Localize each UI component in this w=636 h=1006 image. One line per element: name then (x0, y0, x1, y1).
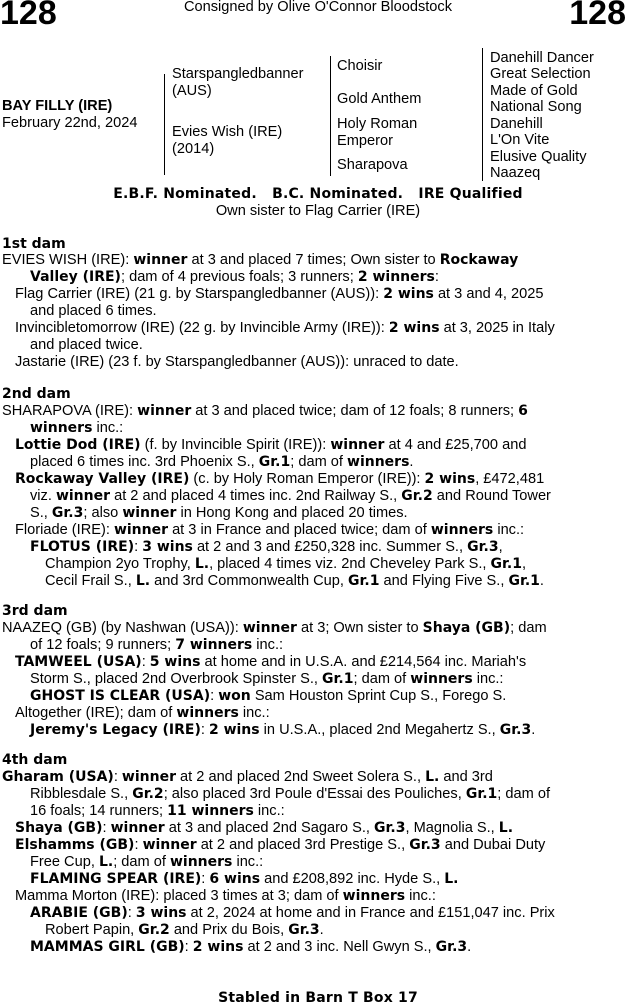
ancestor: Danehill Dancer (490, 50, 594, 66)
first-dam-text: EVIES WISH (IRE): winner at 3 and placed 7 times; Own sister to Rockaway (2, 252, 519, 268)
produce-entry: and placed 6 times. (30, 303, 157, 319)
sire-sire: Choisir (337, 58, 383, 74)
produce-entry: Free Cup, L.; dam of winners inc.: (30, 854, 264, 870)
produce-entry: Altogether (IRE); dam of winners inc.: (15, 705, 270, 721)
fourth-dam-text: Ribblesdale S., Gr.2; also placed 3rd Poule d'Essai des Pouliches, Gr.1; dam of (30, 786, 551, 802)
produce-entry: Flag Carrier (IRE) (21 g. by Starspangledbanner (AUS)): 2 wins at 3 and 4, 2025 (15, 286, 544, 302)
produce-entry: ARABIE (GB): 3 wins at 2, 2024 at home and in France and £151,047 inc. Prix (30, 905, 555, 921)
produce-entry: Rockaway Valley (IRE) (c. by Holy Roman Emperor (IRE)): 2 wins, £472,481 (15, 471, 545, 487)
second-dam-heading: 2nd dam (2, 386, 71, 402)
produce-entry: Robert Papin, Gr.2 and Prix du Bois, Gr.3. (45, 922, 324, 938)
produce-entry: FLAMING SPEAR (IRE): 6 wins and £208,892 inc. Hyde S., L. (30, 871, 459, 887)
produce-entry: GHOST IS CLEAR (USA): won Sam Houston Sprint Cup S., Forego S. (30, 688, 507, 704)
produce-entry: placed 6 times inc. 3rd Phoenix S., Gr.1; dam of winners. (30, 454, 414, 470)
ancestor: National Song (490, 99, 582, 115)
first-dam-heading: 1st dam (2, 236, 66, 252)
produce-entry: Jeremy's Legacy (IRE): 2 wins in U.S.A., placed 2nd Megahertz S., Gr.3. (30, 722, 536, 738)
pedigree-line-2 (330, 56, 331, 176)
produce-entry: Elshamms (GB): winner at 2 and placed 3rd Prestige S., Gr.3 and Dubai Duty (15, 837, 546, 853)
foaling-date: February 22nd, 2024 (2, 115, 138, 131)
ancestor: Great Selection (490, 66, 591, 82)
ancestor: Made of Gold (490, 83, 578, 99)
lot-number-left: 128 (0, 0, 57, 32)
pedigree-line-1 (164, 74, 165, 175)
third-dam-text: NAAZEQ (GB) (by Nashwan (USA)): winner at 3; Own sister to Shaya (GB); dam (2, 620, 547, 636)
own-sister-note: Own sister to Flag Carrier (IRE) (215, 203, 421, 219)
horse-description: BAY FILLY (IRE) (2, 98, 113, 114)
third-dam-heading: 3rd dam (2, 603, 68, 619)
dam-sire: Holy Roman Emperor (337, 116, 418, 149)
produce-entry: S., Gr.3; also winner in Hong Kong and placed 20 times. (30, 505, 408, 521)
ancestor: L'On Vite (490, 132, 550, 148)
produce-entry: Floriade (IRE): winner at 3 in France and placed twice; dam of winners inc.: (15, 522, 525, 538)
produce-entry: viz. winner at 2 and placed 4 times inc. 2nd Railway S., Gr.2 and Round Tower (30, 488, 551, 504)
nominations: E.B.F. Nominated. B.C. Nominated. IRE Qualified (113, 186, 523, 202)
second-dam-text: SHARAPOVA (IRE): winner at 3 and placed twice; dam of 12 foals; 8 runners; 6 (2, 403, 528, 419)
pedigree-line-3 (482, 48, 483, 181)
third-dam-text: of 12 foals; 9 runners; 7 winners inc.: (30, 637, 284, 653)
second-dam-text: winners inc.: (30, 420, 124, 436)
fourth-dam-text: Gharam (USA): winner at 2 and placed 2nd Sweet Solera S., L. and 3rd (2, 769, 493, 785)
sire: Starspangledbanner (AUS) (172, 66, 304, 99)
produce-entry: and placed twice. (30, 337, 143, 353)
produce-entry: MAMMAS GIRL (GB): 2 wins at 2 and 3 inc. Nell Gwyn S., Gr.3. (30, 939, 472, 955)
produce-entry: Champion 2yo Trophy, L., placed 4 times viz. 2nd Cheveley Park S., Gr.1, (45, 556, 527, 572)
produce-entry: FLOTUS (IRE): 3 wins at 2 and 3 and £250,328 inc. Summer S., Gr.3, (30, 539, 503, 555)
produce-entry: Storm S., placed 2nd Overbrook Spinster S., Gr.1; dam of winners inc.: (30, 671, 504, 687)
produce-entry: Cecil Frail S., L. and 3rd Commonwealth Cup, Gr.1 and Flying Five S., Gr.1. (45, 573, 544, 589)
lot-number-right: 128 (569, 0, 626, 32)
fourth-dam-heading: 4th dam (2, 752, 68, 768)
produce-entry: TAMWEEL (USA): 5 wins at home and in U.S.A. and £214,564 inc. Mariah's (15, 654, 527, 670)
consignor: Consigned by Olive O'Connor Bloodstock (183, 0, 453, 15)
dam-dam: Sharapova (337, 157, 408, 173)
dam: Evies Wish (IRE) (2014) (172, 124, 283, 157)
ancestor: Danehill (490, 116, 543, 132)
ancestor: Naazeq (490, 165, 541, 181)
produce-entry: Mamma Morton (IRE): placed 3 times at 3; dam of winners inc.: (15, 888, 436, 904)
fourth-dam-text: 16 foals; 14 runners; 11 winners inc.: (30, 803, 285, 819)
produce-entry: Shaya (GB): winner at 3 and placed 2nd Sagaro S., Gr.3, Magnolia S., L. (15, 820, 514, 836)
ancestor: Elusive Quality (490, 149, 587, 165)
first-dam-text: Valley (IRE); dam of 4 previous foals; 3 runners; 2 winners: (30, 269, 439, 285)
produce-entry: Jastarie (IRE) (23 f. by Starspangledbanner (AUS)): unraced to date. (15, 354, 459, 370)
stabling-info: Stabled in Barn T Box 17 (218, 990, 418, 1006)
produce-entry: Lottie Dod (IRE) (f. by Invincible Spirit (IRE)): winner at 4 and £25,700 and (15, 437, 527, 453)
produce-entry: Invincibletomorrow (IRE) (22 g. by Invincible Army (IRE)): 2 wins at 3, 2025 in Italy (15, 320, 555, 336)
sire-dam: Gold Anthem (337, 91, 422, 107)
